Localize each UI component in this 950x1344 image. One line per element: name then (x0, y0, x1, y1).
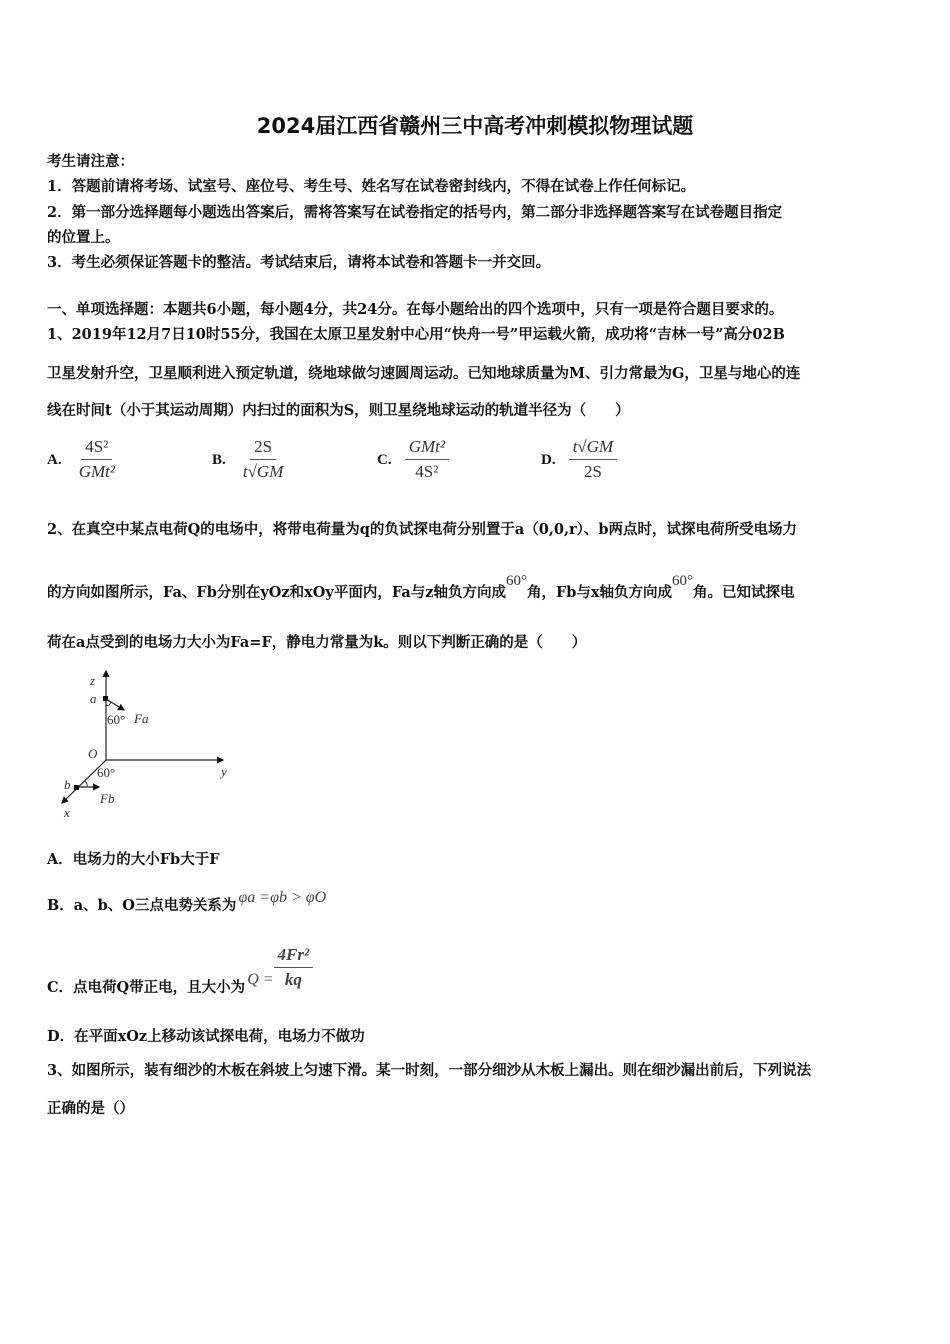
q2-line-3: 荷在a点受到的电场力大小为Fa=F，静电力常量为k。则以下判断正确的是（ ） (47, 634, 587, 651)
svg-text:Fb: Fb (100, 791, 115, 806)
q1-option-a-fraction: $\frac{\text{4S²}}{\text{GMt²}}$ (78, 437, 115, 481)
q1-line-2: 卫星发射升空，卫星顺利进入预定轨道，绕地球做匀速圆周运动。已知地球质量为M、引力常最为G，卫星与地心的连 (47, 365, 801, 382)
svg-text:60°: 60° (97, 765, 116, 780)
q1-option-a: A. $\frac{\text{4S²}}{\text{GMt²}}$ (47, 437, 119, 482)
angle-label: 60° (672, 573, 694, 589)
notice-item-1: 1．答题前请将考场、试室号、座位号、考生号、姓名写在试卷密封线内，不得在试卷上作任何标记。 (47, 178, 696, 195)
q1-option-c: C. $\frac{\text{GMt²}}{\text{4S²}}$ (377, 437, 449, 482)
svg-text:x: x (64, 805, 70, 820)
svg-text:Fa: Fa (134, 711, 149, 726)
q3-line-1: 3、如图所示，装有细沙的木板在斜坡上匀速下滑。某一时刻，一部分细沙从木板上漏出。则在细沙漏出前后，下列说法 (47, 1062, 812, 1079)
svg-text:60°: 60° (107, 712, 126, 727)
svg-text:b: b (64, 777, 71, 792)
notice-item-3: 3．考生必须保证答题卡的整洁。考试结束后，请将本试卷和答题卡一并交回。 (47, 254, 551, 271)
q2-option-a: A．电场力的大小Fb大于F (47, 851, 220, 868)
page-title: 2024届江西省赣州三中高考冲刺模拟物理试题 (256, 114, 694, 138)
q1-line-3: 线在时间t（小于其运动周期）内扫过的面积为S，则卫星绕地球运动的轨道半径为（ ） (47, 402, 630, 419)
potential-formula: φa =φb > φO (238, 889, 327, 906)
q3-line-2: 正确的是（） (47, 1100, 134, 1117)
charge-fraction: $\frac{\text{4Fr²}}{kq}$ (274, 945, 314, 990)
q2-line-1: 2、在真空中某点电荷Q的电场中，将带电荷量为q的负试探电荷分别置于a（0,0,r）、b两点时，试探电荷所受电场力 (47, 521, 798, 538)
q1-line-1: 1、2019年12月7日10时55分，我国在太原卫星发射中心用“快舟一号”甲运载火箭，成功将“吉林一号”高分02B (47, 326, 785, 343)
q1-option-b: B. $\frac{2S}{t√GM}$ (212, 437, 287, 482)
svg-text:a: a (90, 691, 97, 706)
q2-option-c: C．点电荷Q带正电，且大小为 Q = $\frac{\text{4Fr²}}{kq}$ (47, 945, 313, 990)
q1-option-d: D. $\frac{t√GM}{2S}$ (541, 437, 617, 482)
q2-option-d: D．在平面xOz上移动该试探电荷，电场力不做功 (47, 1028, 365, 1045)
section-heading: 一、单项选择题：本题共6小题，每小题4分，共24分。在每小题给出的四个选项中，只有一项是符合题目要求的。 (47, 301, 784, 318)
svg-text:z: z (90, 673, 96, 688)
svg-text:O: O (88, 746, 98, 761)
coordinate-axes-figure (40, 665, 250, 825)
q1-option-c-fraction: $\frac{\text{GMt²}}{\text{4S²}}$ (405, 437, 449, 482)
q2-line-2: 的方向如图所示，Fa、Fb分别在yOz和xOy平面内，Fa与z轴负方向成60°角，Fb与x轴负方向成60°角。已知试探电 (47, 573, 795, 601)
notice-item-2: 2．第一部分选择题每小题选出答案后，需将答案写在试卷指定的括号内，第二部分非选择题答案写在试卷题目指定 (47, 204, 783, 221)
q1-option-b-fraction: $\frac{2S}{t√GM}$ (242, 437, 284, 481)
notice-item-2-cont: 的位置上。 (47, 229, 120, 246)
angle-label: 60° (505, 573, 527, 589)
q1-option-d-fraction: $\frac{t√GM}{2S}$ (569, 437, 618, 482)
axes-diagram-icon (40, 665, 250, 825)
notice-heading: 考生请注意： (47, 153, 134, 170)
svg-text:y: y (221, 764, 227, 779)
q2-option-b: B．a、b、O三点电势关系为 φa =φb > φO (47, 889, 327, 914)
